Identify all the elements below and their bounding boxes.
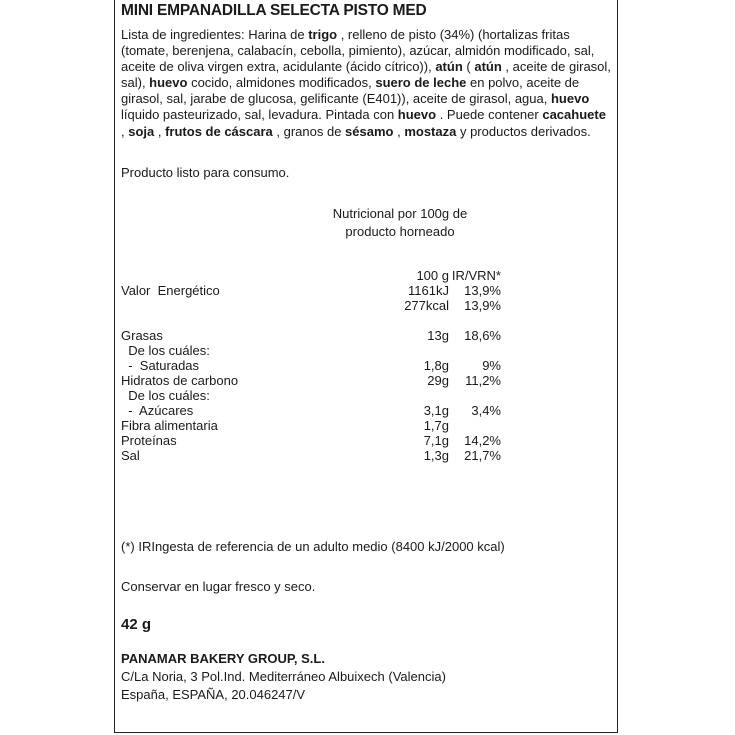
value-ir: 13,9% (464, 283, 501, 298)
value-ir: 3,4% (471, 403, 501, 418)
allergen-text: atún (474, 59, 502, 75)
ingredient-text: en polvo, aceite de girasol, sal, jarabe de glucosa, gelificante (E401)), aceite de girasol, agua, (121, 75, 580, 107)
nutrition-row (121, 298, 521, 313)
value-ir: 14,2% (464, 433, 501, 448)
nutrient-label: - Saturadas (121, 358, 200, 373)
value-ir: 18,6% (464, 328, 501, 343)
product-title: MINI EMPANADILLA SELECTA PISTO MED (121, 2, 427, 19)
nutrition-row (121, 313, 521, 328)
company-country: España, ESPAÑA, 20.046247/V (121, 687, 306, 702)
ingredient-text: , (154, 123, 166, 139)
allergen-text: huevo (397, 107, 437, 123)
nutrition-row (121, 388, 521, 403)
net-weight: 42 g (121, 616, 152, 633)
nutrition-row (121, 343, 521, 358)
nutrient-label: Hidratos de carbono (121, 373, 239, 388)
value-100g: 1,7g (423, 418, 449, 433)
column-header-100g: 100 g (416, 268, 449, 283)
value-100g: 7,1g (423, 433, 449, 448)
storage-note: Conservar en lugar fresco y seco. (121, 579, 316, 594)
allergen-text: huevo (550, 91, 590, 107)
nutrient-label: De los cuáles: (121, 343, 210, 358)
nutrition-heading (290, 205, 510, 241)
company-name: PANAMAR BAKERY GROUP, S.L. (121, 651, 325, 666)
nutrient-label: - Azúcares (121, 403, 194, 418)
ingredient-text: , granos de (272, 123, 346, 139)
ingredient-text: . Puede contener (436, 107, 543, 123)
nutrient-label: Grasas (121, 328, 163, 343)
nutrition-heading-line2: producto horneado (345, 224, 455, 239)
nutrition-row (121, 448, 521, 463)
ingredient-text: , aceite de girasol, sal), (121, 59, 611, 91)
nutrition-row (121, 373, 521, 388)
allergen-text: mostaza (404, 123, 457, 139)
nutrition-row (121, 358, 521, 373)
nutrition-table (121, 268, 521, 463)
ingredient-text: , (121, 123, 129, 139)
nutrition-row (121, 328, 521, 343)
nutrition-heading-line1: Nutricional por 100g de (332, 206, 468, 221)
allergen-text: soja (128, 123, 155, 139)
nutrient-label: Valor Energético (121, 283, 220, 298)
ingredient-text: , (393, 123, 405, 139)
nutrient-label: Fibra alimentaria (121, 418, 218, 433)
ingredients-list (121, 27, 611, 140)
nutrition-row (121, 418, 521, 433)
company-address: C/La Noria, 3 Pol.Ind. Mediterráneo Albuixech (Valencia) (121, 669, 446, 684)
allergen-text: trigo (308, 27, 338, 42)
allergen-text: cacahuete (542, 107, 606, 123)
nutrition-row (121, 283, 521, 298)
footnote: (*) IRIngesta de referencia de un adulto medio (8400 kJ/2000 kcal) (121, 539, 505, 554)
company-block (121, 650, 446, 704)
value-100g: 1161kJ (408, 283, 449, 298)
nutrient-label: De los cuáles: (121, 388, 210, 403)
value-100g: 277kcal (404, 298, 449, 313)
value-100g: 3,1g (423, 403, 449, 418)
allergen-text: sésamo (345, 123, 394, 139)
nutrition-row (121, 433, 521, 448)
ready-to-eat-note: Producto listo para consumo. (121, 165, 290, 180)
ingredient-text: ( (462, 59, 475, 75)
ingredient-text: líquido pasteurizado, sal, levadura. Pintada con (121, 107, 398, 123)
ingredient-text: y productos derivados. (456, 123, 591, 139)
allergen-text: atún (435, 59, 463, 75)
allergen-text: suero de leche (375, 75, 467, 91)
value-ir: 21,7% (464, 448, 501, 463)
allergen-text: huevo (149, 75, 188, 91)
nutrient-label: Sal (121, 448, 140, 463)
value-100g: 29g (427, 373, 449, 388)
nutrition-header-row (121, 268, 521, 283)
value-ir: 13,9% (464, 298, 501, 313)
value-100g: 13g (427, 328, 449, 343)
value-100g: 1,3g (423, 448, 449, 463)
nutrient-label: Proteínas (121, 433, 177, 448)
column-header-ir: IR/VRN* (451, 268, 501, 283)
ingredient-text: , relleno de pisto (34%) (hortalizas fritas (tomate, berenjena, calabacín, cebolla, pimiento), azúcar, almidón modificado, sal, aceite de oliva virgen extra, acidulante (ácido cítrico)), (121, 27, 595, 75)
value-ir: 11,2% (465, 373, 501, 388)
value-100g: 1,8g (423, 358, 449, 373)
ingredient-text: Lista de ingredientes: Harina de (121, 27, 309, 42)
value-ir: 9% (482, 358, 501, 373)
nutrition-row (121, 403, 521, 418)
allergen-text: frutos de cáscara (165, 123, 273, 139)
ingredient-text: cocido, almidones modificados, (187, 75, 376, 91)
